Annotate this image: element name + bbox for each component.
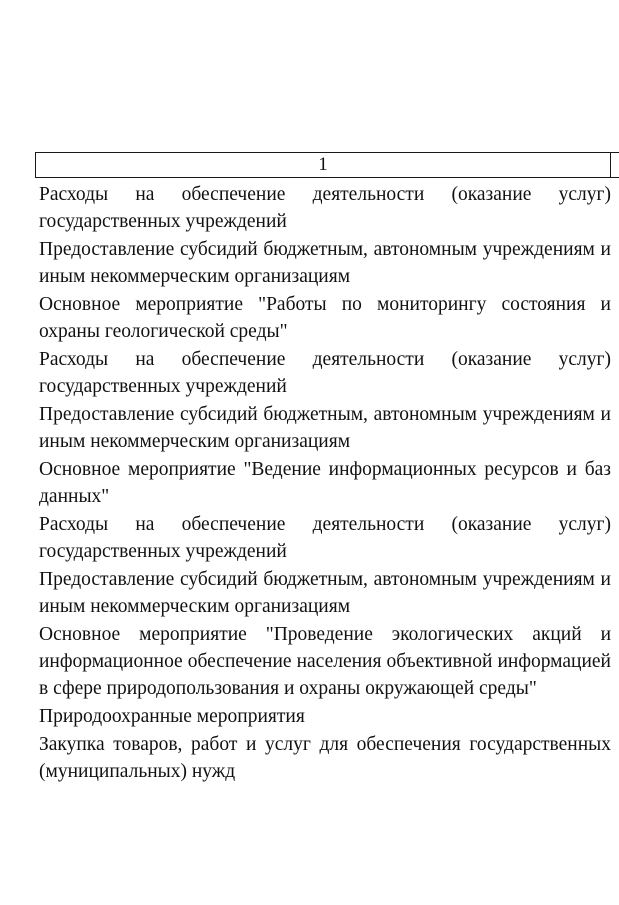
column-number: 1 (318, 154, 328, 175)
table-row: Основное мероприятие "Проведение экологических акций и информационное обеспечение населения объективной информацией в сфере природопользования и охраны окружающей среды" (39, 624, 611, 699)
table-row: Закупка товаров, работ и услуг для обеспечения государственных (муниципальных) нужд (39, 734, 611, 782)
table-row: Предоставление субсидий бюджетным, автономным учреждениям и иным некоммерческим организациям (39, 569, 611, 617)
table-row: Основное мероприятие "Ведение информационных ресурсов и баз данных" (39, 459, 611, 507)
table-row: Предоставление субсидий бюджетным, автономным учреждениям и иным некоммерческим организациям (39, 404, 611, 452)
table-row: Природоохранные мероприятия (39, 706, 305, 727)
table-row: Расходы на обеспечение деятельности (оказание услуг) государственных учреждений (39, 514, 611, 562)
table-header-column-1 (35, 152, 611, 178)
table-body (39, 181, 611, 786)
table-row: Расходы на обеспечение деятельности (оказание услуг) государственных учреждений (39, 349, 611, 397)
table-header-next-column (611, 152, 619, 178)
table-row: Расходы на обеспечение деятельности (оказание услуг) государственных учреждений (39, 184, 611, 232)
table-row: Предоставление субсидий бюджетным, автономным учреждениям и иным некоммерческим организациям (39, 239, 611, 287)
table-row: Основное мероприятие "Работы по мониторингу состояния и охраны геологической среды" (39, 294, 611, 342)
